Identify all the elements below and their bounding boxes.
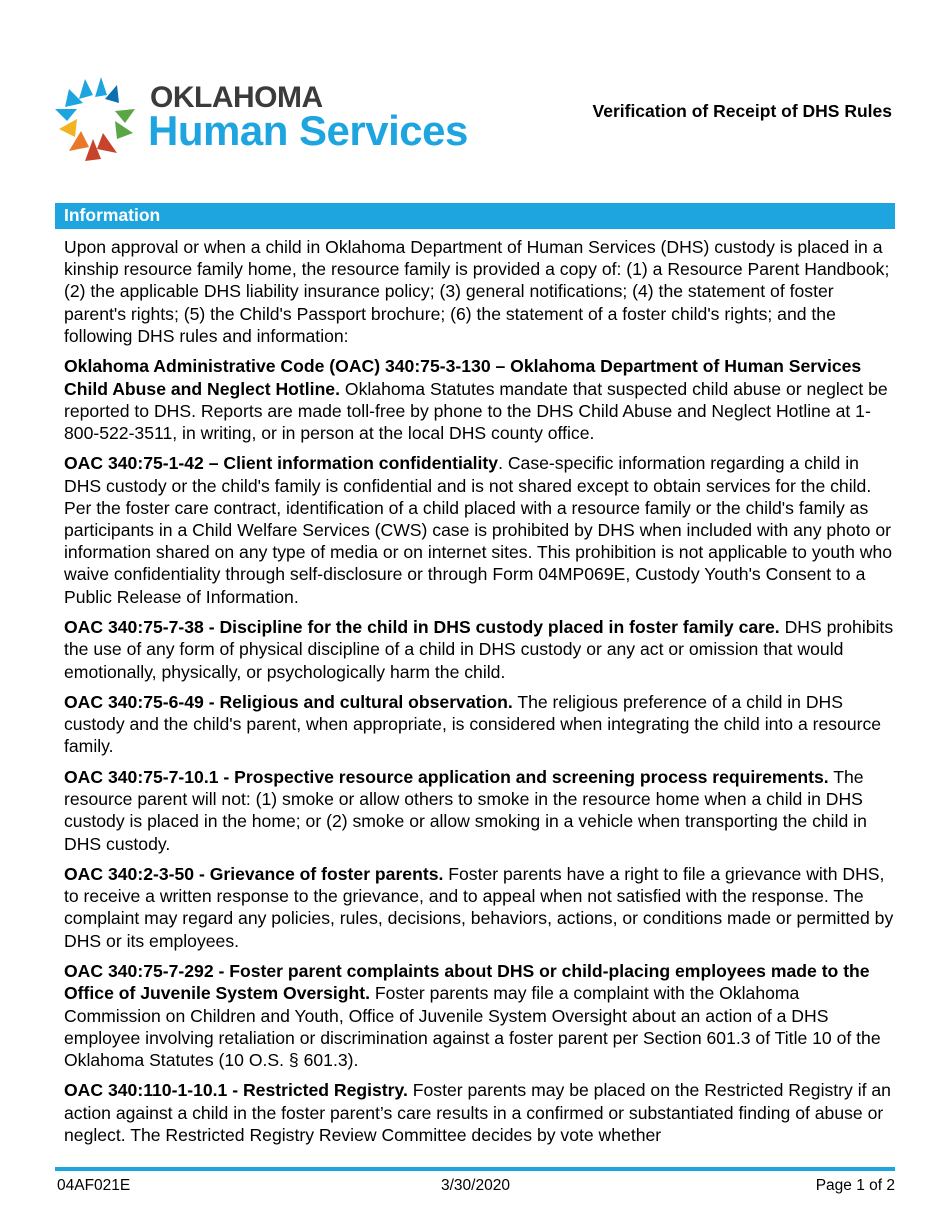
paragraph-rule — [64, 616, 894, 683]
information-section-header: Information — [55, 203, 895, 229]
rule-body: The religious preference of a child in DHS custody and the child's parent, when appropriate, is considered when integrating the child into a resource family. — [64, 692, 882, 757]
paragraph-intro — [64, 236, 894, 347]
star-logo-icon — [55, 77, 137, 161]
rule-heading: Oklahoma Administrative Code (OAC) 340:75-3-130 – Oklahoma Department of Human Services Child Abuse and Neglect Hotline. — [64, 356, 862, 399]
paragraph-rule — [64, 452, 894, 607]
document-body — [64, 236, 894, 1154]
agency-logo — [55, 77, 468, 163]
rule-heading: OAC 340:75-7-38 - Discipline for the child in DHS custody placed in foster family care. — [64, 617, 780, 638]
document-title: Verification of Receipt of DHS Rules — [592, 101, 892, 121]
rule-body: Foster parents may file a complaint with the Oklahoma Commission on Children and Youth, Office of Juvenile System Oversight about an action of a DHS employee involving retaliation or discrimination against a foster parent per Section 601.3 of Title 10 of the Oklahoma Statutes (10 O.S. § 601.3). — [64, 983, 881, 1070]
rule-heading: OAC 340:75-6-49 - Religious and cultural observation. — [64, 692, 513, 713]
rule-heading: OAC 340:75-7-10.1 - Prospective resource application and screening process requirements. — [64, 766, 829, 787]
paragraph-rule — [64, 355, 894, 444]
rule-heading: OAC 340:75-1-42 – Client information confidentiality — [64, 453, 499, 474]
logo-line-human-services: Human Services — [148, 107, 468, 154]
footer-page-number: Page 1 of 2 — [815, 1177, 895, 1194]
rule-body: The resource parent will not: (1) smoke or allow others to smoke in the resource home when a child in DHS custody is placed in the home; or (2) smoke or allow smoking in a vehicle when transporting the child in DHS custody. — [64, 766, 867, 854]
footer-divider — [55, 1167, 895, 1171]
rule-body: Oklahoma Statutes mandate that suspected child abuse or neglect be reported to DHS. Reports are made toll-free by phone to the DHS Child Abuse and Neglect Hotline at 1-800-522-3511, in writing, or in person at the local DHS county office. — [64, 378, 888, 443]
rule-body: DHS prohibits the use of any form of physical discipline of a child in DHS custody or any act or omission that would emotionally, physically, or psychologically harm the child. — [64, 617, 894, 682]
rule-body: Foster parents may be placed on the Restricted Registry if an action against a child in the foster parent’s care results in a confirmed or substantiated finding of abuse or neglect. The Restricted Registry Review Committee decides by vote whether — [64, 1080, 891, 1145]
rule-heading: OAC 340:2-3-50 - Grievance of foster parents. — [64, 864, 444, 885]
rule-heading: OAC 340:75-7-292 - Foster parent complaints about DHS or child-placing employees made to the Office of Juvenile System Oversight. — [64, 961, 870, 1004]
rule-heading: OAC 340:110-1-10.1 - Restricted Registry. — [64, 1080, 408, 1101]
rule-body: Foster parents have a right to file a grievance with DHS, to receive a written response to the grievance, and to appeal when not satisfied with the response. The complaint may regard any policies, rules, decisions, behaviors, actions, or conditions made or permitted by DHS or its employees. — [64, 864, 894, 951]
footer-form-number: 04AF021E — [57, 1177, 131, 1194]
footer-date: 3/30/2020 — [441, 1177, 510, 1194]
paragraph-rule — [64, 863, 894, 952]
paragraph-rule — [64, 960, 894, 1071]
paragraph-rule — [64, 691, 894, 758]
paragraph-body: Upon approval or when a child in Oklahoma Department of Human Services (DHS) custody is placed in a kinship resource family home, the resource family is provided a copy of: (1) a Resource Parent Handbook; (2) the applicable DHS liability insurance policy; (3) general notifications; (4) the statement of foster parent's rights; (5) the Child's Passport brochure; (6) the statement of a foster child's rights; and the following DHS rules and information: — [64, 237, 890, 346]
paragraph-rule — [64, 1079, 894, 1146]
paragraph-rule — [64, 766, 894, 855]
rule-body: . Case-specific information regarding a child in DHS custody or the child's family is confidential and is not shared except to obtain services for the child. Per the foster care contract, identification of a child placed with a resource family or the child's family as participants in a Child Welfare Services (CWS) case is prohibited by DHS when included with any photo or information shared on any type of media or on internet sites. This prohibition is not applicable to youth who waive confidentiality through self-disclosure or through Form 04MP069E, Custody Youth's Consent to a Public Release of Information. — [64, 453, 893, 607]
logo-line-oklahoma: OKLAHOMA — [150, 81, 323, 114]
